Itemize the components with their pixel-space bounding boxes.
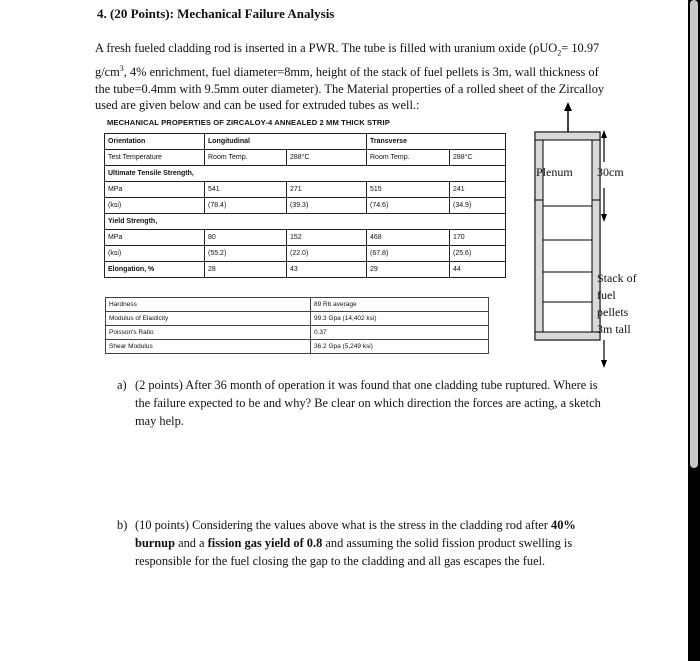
prop-value: 0.37 — [311, 326, 489, 340]
cell-value: 468 — [367, 230, 450, 246]
table-row — [106, 340, 489, 354]
prop-label: Hardness — [106, 298, 311, 312]
question-b-text — [135, 516, 601, 570]
arrow-head-icon — [601, 214, 607, 222]
question-b — [117, 516, 603, 568]
plenum-height-label: 30cm — [597, 165, 624, 179]
question-b-label: b) — [117, 518, 128, 532]
cell-test-temp: Test Temperature — [105, 150, 205, 166]
prop-value: 89 Rb average — [311, 298, 489, 312]
cell-value: (78.4) — [205, 198, 287, 214]
question-a-text: (2 points) After 36 month of operation it was found that one cladding tube ruptured. Where is the failure expected to be and why? Be clear on which direction the forces are acting, a sketch may help. — [135, 378, 601, 428]
table-row — [105, 182, 506, 198]
table-row — [105, 246, 506, 262]
intro-text-4: , 4% enrichment, fuel diameter=8mm, height of the stack of fuel pellets is 3m, wall thickness of the tube=0.4mm with 9.5mm outer diameter). The Material properties of a rolled sheet of the Zircalloy used are given below and can be used for extruded tubes as well.: — [95, 65, 605, 112]
cell-value: 43 — [287, 262, 367, 278]
arrow-head-icon — [601, 130, 607, 138]
table-row — [105, 262, 506, 278]
cell-value: 28 — [205, 262, 287, 278]
table-row — [105, 230, 506, 246]
cell-value: (25.6) — [450, 246, 506, 262]
arrow-head-icon — [564, 102, 572, 111]
stack-label-line: pellets — [597, 305, 629, 319]
arrow-head-icon — [601, 360, 607, 368]
cell-value: 271 — [287, 182, 367, 198]
stack-label-line: 3m tall — [597, 322, 631, 336]
question-a — [117, 376, 601, 428]
intro-sub: 2 — [557, 48, 562, 58]
cell-value: (74.6) — [367, 198, 450, 214]
intro-text-2: = — [561, 41, 569, 55]
cell-unit: (ksi) — [105, 198, 205, 214]
cell-unit: MPa — [105, 230, 205, 246]
problem-heading: 4. (20 Points): Mechanical Failure Analysis — [97, 6, 335, 21]
cell-room-temp: Room Temp. — [205, 150, 287, 166]
end-cap — [535, 332, 600, 340]
table-row — [106, 298, 489, 312]
cell-room-temp: Room Temp. — [367, 150, 450, 166]
cell-value: 44 — [450, 262, 506, 278]
table-row — [105, 134, 506, 150]
cell-value: 515 — [367, 182, 450, 198]
question-b-bold-1: 40% burnup — [135, 518, 576, 550]
other-properties-table — [105, 297, 489, 354]
question-b-bold-2: fission gas yield of 0.8 — [207, 536, 323, 550]
cell-unit: MPa — [105, 182, 205, 198]
table-row — [105, 166, 506, 182]
cladding-wall-left — [535, 200, 543, 340]
prop-label: Modulus of Elasticity — [106, 312, 311, 326]
fuel-pellet — [543, 302, 592, 332]
table-row — [105, 214, 506, 230]
cell-value: 241 — [450, 182, 506, 198]
cell-value: (34.9) — [450, 198, 506, 214]
question-b-text-3: and assuming the solid fission product swelling is responsible for the fuel closing the gap to the cladding and all gas escapes the fuel. — [135, 536, 573, 568]
cell-value: 152 — [287, 230, 367, 246]
cell-orientation: Orientation — [105, 134, 205, 150]
question-b-text-1: (10 points) Considering the values above what is the stress in the cladding rod after — [135, 518, 552, 532]
fuel-pellet — [543, 206, 592, 240]
cell-288: 288°C — [450, 150, 506, 166]
fuel-pellet — [543, 240, 592, 272]
question-b-text-2: and a — [174, 536, 208, 550]
plenum-label: Plenum — [536, 165, 573, 179]
prop-label: Poisson's Ratio — [106, 326, 311, 340]
table-row — [105, 198, 506, 214]
prop-value: 36.2 Gpa (5,249 ksi) — [311, 340, 489, 354]
cell-value: 80 — [205, 230, 287, 246]
cell-value: (55.2) — [205, 246, 287, 262]
cell-value: (39.3) — [287, 198, 367, 214]
cell-value: (67.8) — [367, 246, 450, 262]
cell-longitudinal: Longitudinal — [205, 134, 367, 150]
question-a-label: a) — [117, 378, 127, 392]
cell-value: 170 — [450, 230, 506, 246]
intro-text-1: A fresh fueled cladding rod is inserted in a PWR. The tube is filled with uranium oxide (ρUO — [95, 41, 558, 55]
prop-label: Shear Modulus — [106, 340, 311, 354]
table-row — [106, 312, 489, 326]
cell-ys-heading: Yield Strength, — [105, 214, 506, 230]
end-cap — [535, 132, 600, 140]
cell-value: 541 — [205, 182, 287, 198]
cell-uts-heading: Ultimate Tensile Strength, — [105, 166, 506, 182]
table-title: MECHANICAL PROPERTIES OF ZIRCALOY-4 ANNEALED 2 MM THICK STRIP — [107, 118, 390, 127]
stack-label — [597, 270, 637, 338]
cell-elongation: Elongation, % — [105, 262, 205, 278]
cell-288: 288°C — [287, 150, 367, 166]
stack-label-line: Stack of — [597, 271, 637, 285]
scrollbar[interactable] — [690, 0, 698, 468]
mechanical-properties-table — [104, 133, 506, 278]
cell-value: (22.0) — [287, 246, 367, 262]
intro-sup: 3 — [119, 64, 124, 74]
cell-unit: (ksi) — [105, 246, 205, 262]
fuel-pellet — [543, 272, 592, 302]
prop-value: 99.3 Gpa (14,402 ksi) — [311, 312, 489, 326]
cell-value: 29 — [367, 262, 450, 278]
table-row — [105, 150, 506, 166]
cell-transverse: Transverse — [367, 134, 506, 150]
stack-label-line: fuel — [597, 288, 616, 302]
table-row — [106, 326, 489, 340]
intro-text-3: 10.97 g/cm — [95, 41, 600, 80]
